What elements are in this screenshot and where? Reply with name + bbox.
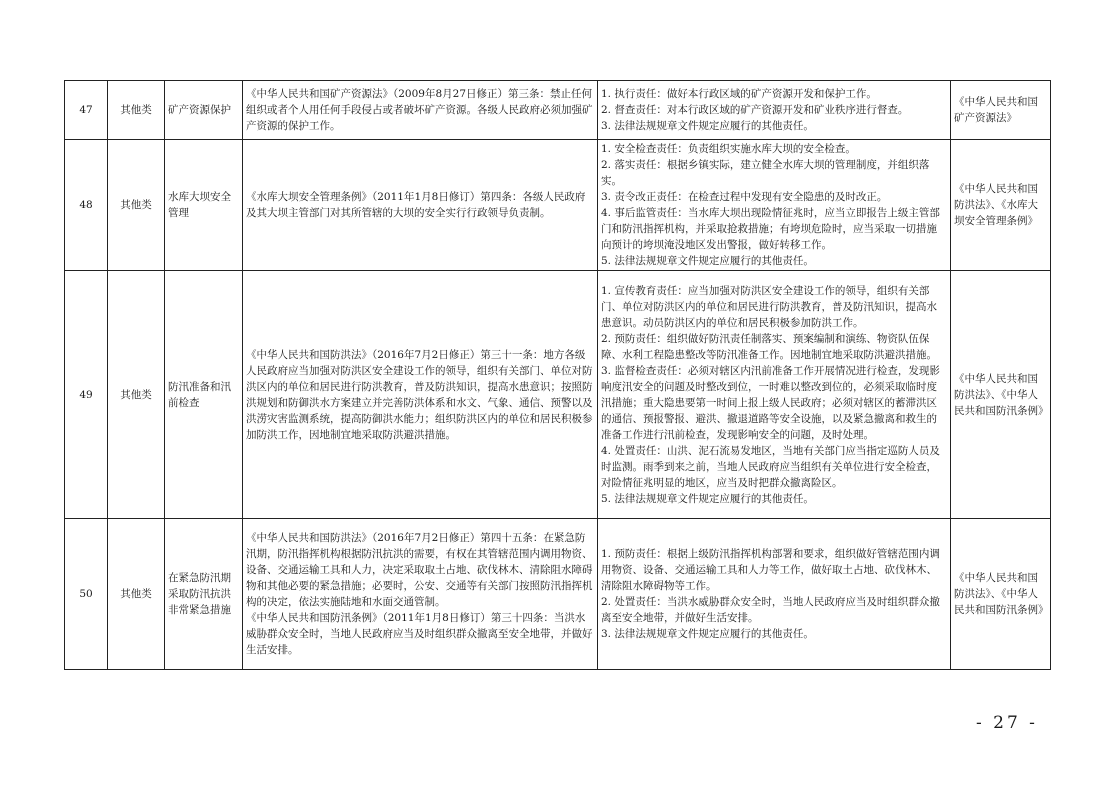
responsibility-cell (598, 519, 951, 670)
legal-basis-cell (243, 81, 598, 140)
row-number: 49 (65, 271, 108, 519)
item-name-cell: 防汛准备和汛前检查 (165, 271, 243, 519)
legal-basis-paragraph: 《中华人民共和国防汛条例》（2011年1月8日修订）第三十四条：当洪水威胁群众安全时，当地人民政府应当及时组织群众撤离至安全地带，并做好生活安排。 (246, 612, 593, 656)
responsibility-table (64, 80, 1051, 670)
legal-basis-cell (243, 271, 598, 519)
responsibility-cell (598, 271, 951, 519)
responsibility-item: 2. 落实责任：根据乡镇实际，建立健全水库大坝的管理制度，并组织落实。 (601, 159, 930, 187)
responsibility-item: 3. 责令改正责任：在检查过程中发现有安全隐患的及时改正。 (601, 191, 888, 203)
table-body (65, 81, 1051, 670)
responsibility-item: 1. 安全检查责任：负责组织实施水库大坝的安全检查。 (601, 143, 856, 155)
row-number: 47 (65, 81, 108, 140)
row-number: 50 (65, 519, 108, 670)
responsibility-item: 4. 处置责任：山洪、泥石流易发地区，当地有关部门应当指定巡防人员及时监测。雨季到来之前，当地人民政府应当组织有关单位进行安全检查，对险情征兆明显的地区，应当及时把群众撤离险区。 (601, 444, 940, 489)
category-cell: 其他类 (108, 519, 165, 670)
responsibility-item: 5. 法律法规规章文件规定应履行的其他责任。 (601, 255, 814, 267)
responsibility-item: 1. 预防责任：根据上级防汛指挥机构部署和要求，组织做好管辖范围内调用物资、设备、交通运输工具和人力等工作，做好取土占地、砍伐林木、清除阻水障碍物等工作。 (601, 548, 940, 592)
category-cell: 其他类 (108, 81, 165, 140)
table-row (65, 519, 1051, 670)
legal-basis-cell (243, 140, 598, 271)
law-reference-cell: 《中华人民共和国防洪法》、《中华人民共和国防汛条例》 (951, 271, 1051, 519)
responsibility-item: 3. 法律法规规章文件规定应履行的其他责任。 (601, 628, 814, 640)
legal-basis-paragraph: 《中华人民共和国防洪法》（2016年7月2日修正）第四十五条：在紧急防汛期，防汛指挥机构根据防汛抗洪的需要，有权在其管辖范围内调用物资、设备、交通运输工具和人力，决定采取取土占地、砍伐林木、清除阻水障碍物和其他必要的紧急措施；必要时，公安、交通等有关部门按照防汛指挥机构的决定，依法实施陆地和水面交通管制。 (246, 532, 593, 608)
law-reference-cell: 《中华人民共和国矿产资源法》 (951, 81, 1051, 140)
table-row (65, 140, 1051, 271)
category-cell: 其他类 (108, 271, 165, 519)
law-reference-cell: 《中华人民共和国防洪法》、《中华人民共和国防汛条例》 (951, 519, 1051, 670)
table-row (65, 81, 1051, 140)
item-name-cell: 水库大坝安全管理 (165, 140, 243, 271)
responsibility-cell (598, 81, 951, 140)
legal-basis-paragraph: 《中华人民共和国矿产资源法》（2009年8月27日修正）第三条：禁止任何组织或者个人用任何手段侵占或者破坏矿产资源。各级人民政府必须加强矿产资源的保护工作。 (246, 88, 593, 132)
legal-basis-cell (243, 519, 598, 670)
law-reference-cell: 《中华人民共和国防洪法》、《水库大坝安全管理条例》 (951, 140, 1051, 271)
legal-basis-paragraph: 《中华人民共和国防洪法》（2016年7月2日修正）第三十一条：地方各级人民政府应当加强对防洪区安全建设工作的领导，组织有关部门、单位对防洪区内的单位和居民进行防洪教育，普及防洪知识，提高水患意识；按照防洪规划和防御洪水方案建立并完善防洪体系和水文、气象、通信、预警以及洪涝灾害监测系统，提高防御洪水能力；组织防洪区内的单位和居民积极参加防洪工作，因地制宜地采取防洪避洪措施。 (246, 348, 593, 441)
responsibility-item: 5. 法律法规规章文件规定应履行的其他责任。 (601, 492, 814, 505)
table-row (65, 271, 1051, 519)
responsibility-item: 3. 监督检查责任：必须对辖区内汛前准备工作开展情况进行检查，发现影响度汛安全的问题及时整改到位，一时难以整改到位的，必须采取临时度汛措施；重大隐患要第一时间上报上级人民政府；必须对辖区的蓄滞洪区的通信、预报警报、避洪、撤退道路等安全设施，以及紧急撤离和救生的准备工作进行汛前检查，发现影响安全的问题，及时处理。 (601, 364, 940, 441)
responsibility-item: 2. 督查责任：对本行政区域的矿产资源开发和矿业秩序进行督查。 (601, 104, 909, 116)
page-number: - 27 - (976, 713, 1038, 733)
responsibility-item: 2. 处置责任：当洪水威胁群众安全时，当地人民政府应当及时组织群众撤离至安全地带，并做好生活安排。 (601, 596, 940, 624)
legal-basis-paragraph: 《水库大坝安全管理条例》（2011年1月8日修订）第四条：各级人民政府及其大坝主管部门对其所管辖的大坝的安全实行行政领导负责制。 (246, 191, 586, 219)
category-cell: 其他类 (108, 140, 165, 271)
responsibility-item: 4. 事后监管责任：当水库大坝出现险情征兆时，应当立即报告上级主管部门和防汛指挥机构，并采取抢救措施；有垮坝危险时，应当采取一切措施向预计的垮坝淹没地区发出警报，做好转移工作。 (601, 207, 940, 251)
item-name-cell: 在紧急防汛期采取防汛抗洪非常紧急措施 (165, 519, 243, 670)
responsibility-cell (598, 140, 951, 271)
responsibility-item: 3. 法律法规规章文件规定应履行的其他责任。 (601, 120, 814, 132)
responsibility-item: 1. 执行责任：做好本行政区域的矿产资源开发和保护工作。 (601, 88, 877, 100)
responsibility-item: 2. 预防责任：组织做好防汛责任制落实、预案编制和演练、物资队伍保障、水利工程隐患整改等防汛准备工作。因地制宜地采取防洪避洪措施。 (601, 332, 937, 361)
responsibility-item: 1. 宣传教育责任：应当加强对防洪区安全建设工作的领导，组织有关部门、单位对防洪区内的单位和居民进行防洪教育，普及防汛知识，提高水患意识。动员防洪区内的单位和居民积极参加防洪工作。 (601, 284, 937, 329)
item-name-cell: 矿产资源保护 (165, 81, 243, 140)
row-number: 48 (65, 140, 108, 271)
